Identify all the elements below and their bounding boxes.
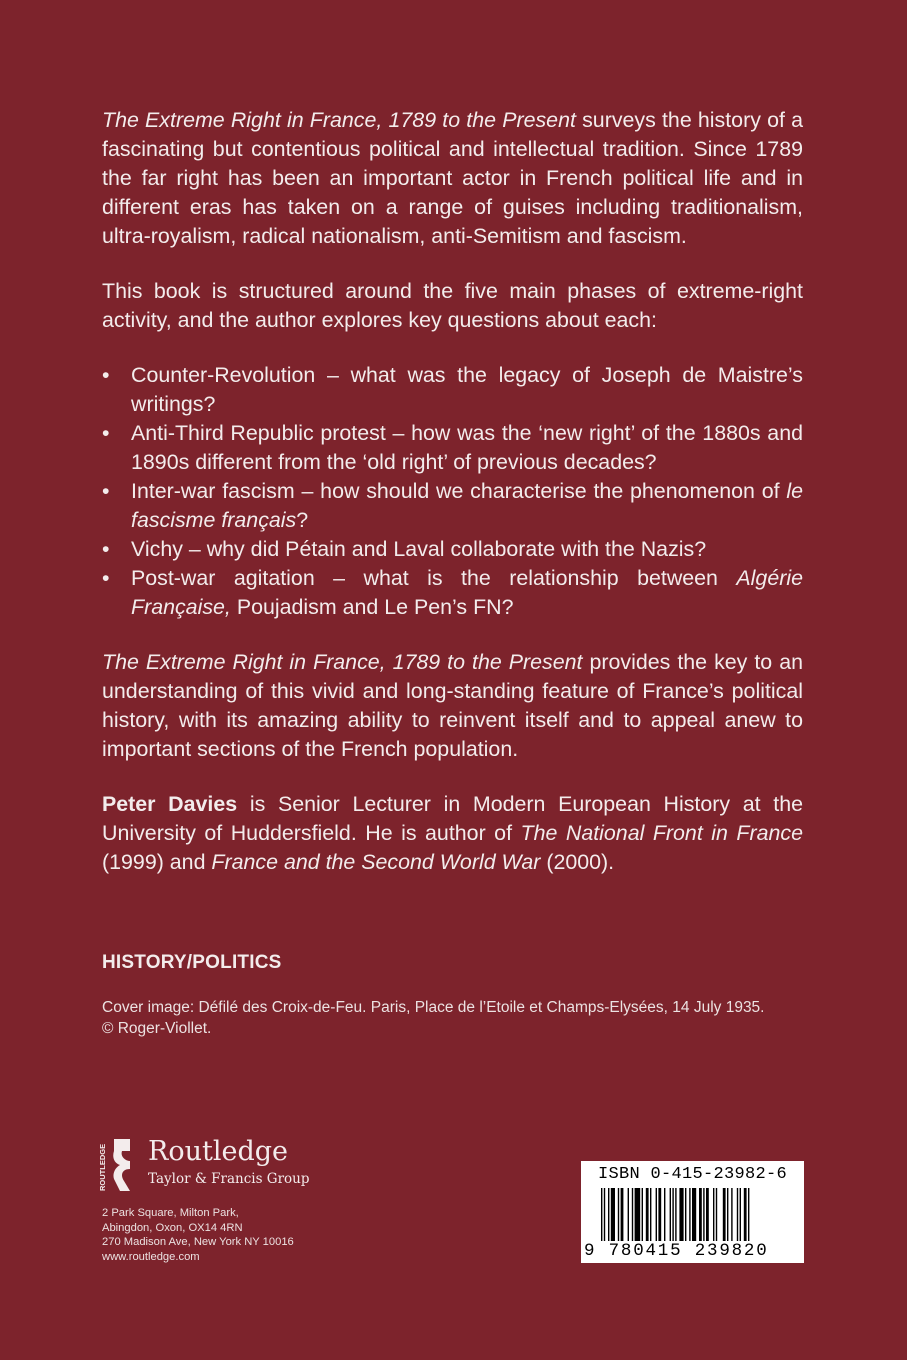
barcode-bar [642, 1188, 643, 1244]
barcode-bar [713, 1188, 714, 1244]
barcode-bars [601, 1188, 799, 1244]
book-title: The Extreme Right in France, 1789 to the Present [102, 650, 583, 674]
barcode-bar [689, 1188, 690, 1244]
barcode-bar [737, 1188, 738, 1244]
conclusion-paragraph: The Extreme Right in France, 1789 to the Present provides the key to an understanding of this vivid and long-standing feature of France’s political history, with its amazing ability to reinvent itself and to appeal anew to important sections of the French population. [102, 650, 803, 761]
isbn-text: ISBN 0-415-23982-6 [597, 1165, 788, 1184]
barcode-bar [692, 1188, 696, 1244]
barcode-digits: 9 780415 239820 [584, 1241, 804, 1261]
svg-text:ROUTLEDGE: ROUTLEDGE [98, 1143, 107, 1191]
bullet-marker: • [102, 479, 110, 503]
book-title: The Extreme Right in France, 1789 to the Present [102, 108, 576, 132]
list-item: • Counter-Revolution – what was the legacy of Joseph de Maistre’s writings? [102, 363, 803, 416]
barcode-bar [731, 1188, 732, 1244]
isbn-barcode [581, 1161, 804, 1263]
barcode-bar [703, 1188, 704, 1244]
barcode-bar [632, 1188, 633, 1244]
barcode-bar [706, 1188, 709, 1244]
intro-paragraph [102, 106, 803, 251]
barcode-bar [618, 1188, 619, 1244]
barcode-bar [723, 1188, 726, 1244]
barcode-bar [675, 1188, 676, 1244]
barcode-bar [646, 1188, 649, 1244]
barcode-bar [685, 1188, 686, 1244]
intro-text: surveys the history of a fascinating but contentious political and intellectual tradition. Since 1789 the far right has been an important actor in French political life and in different eras has taken on a range of guises including traditionalism, ultra-royalism, radical nationalism, anti-Semitism and fascism. [102, 108, 803, 248]
barcode-bar [699, 1188, 702, 1244]
barcode-bar [611, 1188, 615, 1244]
barcode-bar [748, 1188, 749, 1244]
barcode-bar [635, 1188, 641, 1244]
author-bio: Peter Davies is Senior Lecturer in Modern European History at the University of Huddersfield. He is author of The National Front in France (1999) and France and the Second World War (2000). [102, 792, 803, 874]
author-name: Peter Davies [102, 792, 238, 816]
publisher-address: 2 Park Square, Milton Park, Abingdon, Oxon, OX14 4RN 270 Madison Ave, New York NY 10016 www.routledge.com [102, 1207, 294, 1263]
barcode-bar [727, 1188, 728, 1244]
bullet-marker: • [102, 363, 110, 387]
barcode-bar [621, 1188, 624, 1244]
barcode-bar [658, 1188, 661, 1244]
list-item: • Vichy – why did Pétain and Laval collaborate with the Nazis? [102, 535, 803, 564]
barcode-bar [664, 1188, 665, 1244]
list-item: • Anti-Third Republic protest – how was the ‘new right’ of the 1880s and 1890s different from the ‘old right’ of previous decades? [102, 421, 803, 474]
routledge-logo-icon [100, 1135, 134, 1193]
barcode-bar [650, 1188, 651, 1244]
barcode-bar [672, 1188, 673, 1244]
bullet-marker: • [102, 421, 110, 445]
bullet-marker: • [102, 537, 110, 561]
barcode-bar [604, 1188, 605, 1244]
barcode-bar [740, 1188, 741, 1244]
publisher-group: Taylor & Francis Group [148, 1171, 310, 1187]
subject-category: HISTORY/POLITICS [102, 952, 282, 973]
barcode-bar [608, 1188, 609, 1244]
phases-list [102, 361, 803, 622]
barcode-bar [744, 1188, 747, 1244]
list-item: • Post-war agitation – what is the relationship between Algérie Française, Poujadism and Le Pen’s FN? [102, 566, 803, 619]
barcode-bar [628, 1188, 629, 1244]
barcode-bar [656, 1188, 657, 1244]
barcode-bar [601, 1188, 602, 1244]
back-cover-text [102, 106, 803, 877]
barcode-bar [716, 1188, 717, 1244]
cover-image-credit: Cover image: Défilé des Croix-de-Feu. Paris, Place de l’Etoile et Champs-Elysées, 14 July 1935. © Roger-Viollet. [102, 999, 765, 1037]
structure-paragraph: This book is structured around the five main phases of extreme-right activity, and the author explores key questions about each: [102, 279, 803, 332]
barcode-bar [670, 1188, 671, 1244]
list-item: • Inter-war fascism – how should we characterise the phenomenon of le fascisme français? [102, 479, 803, 532]
barcode-bar [679, 1188, 683, 1244]
publisher-logo [100, 1133, 360, 1195]
bullet-marker: • [102, 566, 110, 590]
publisher-name: Routledge [148, 1136, 288, 1167]
